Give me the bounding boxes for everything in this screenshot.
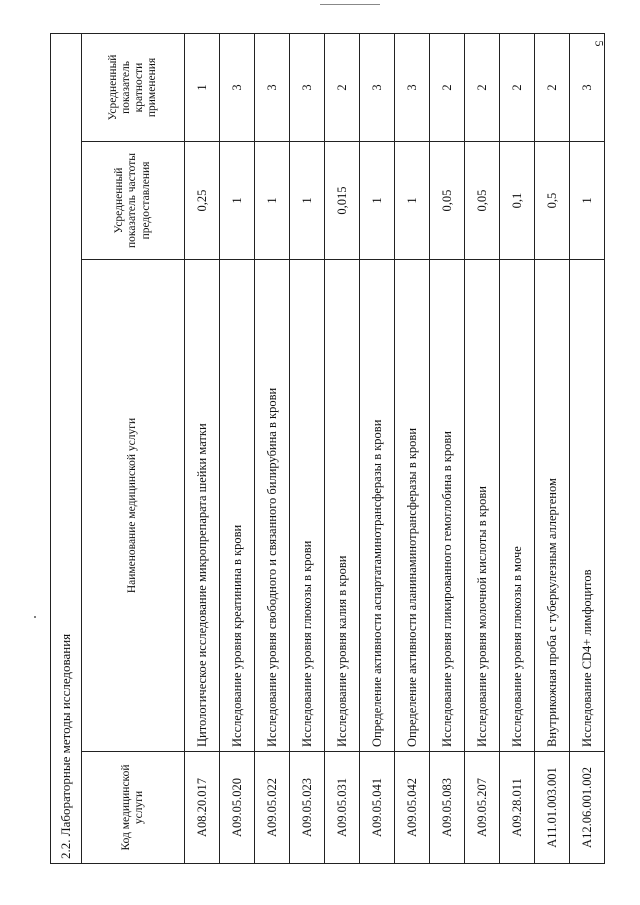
table-row: [220, 33, 255, 863]
cell-multiplicity: 3: [395, 33, 430, 141]
cell-frequency: 1: [570, 142, 605, 260]
cell-multiplicity: 3: [255, 33, 290, 141]
table-row: [395, 33, 430, 863]
table-row: [500, 33, 535, 863]
cell-frequency: 0,5: [535, 142, 570, 260]
section-title-row: [51, 33, 82, 863]
table-row: [185, 33, 220, 863]
cell-code: A09.05.031: [325, 752, 360, 864]
header-multiplicity: Усредненный показатель кратности применения: [82, 33, 185, 141]
cell-multiplicity: 2: [535, 33, 570, 141]
cell-code: A11.01.003.001: [535, 752, 570, 864]
services-table: [50, 33, 605, 864]
cell-name: Исследование уровня гликированного гемоглобина в крови: [430, 260, 465, 752]
table-row: [255, 33, 290, 863]
cell-frequency: 1: [360, 142, 395, 260]
cell-name: Исследование CD4+ лимфоцитов: [570, 260, 605, 752]
cell-name: Определение активности аланинаминотрансферазы в крови: [395, 260, 430, 752]
cell-multiplicity: 2: [325, 33, 360, 141]
header-frequency: Усредненный показатель частоты предоставления: [82, 142, 185, 260]
cell-name: Цитологическое исследование микропрепарата шейки матки: [185, 260, 220, 752]
cell-code: A09.05.020: [220, 752, 255, 864]
cell-frequency: 0,05: [465, 142, 500, 260]
top-scan-line: [320, 4, 380, 5]
cell-code: A09.05.042: [395, 752, 430, 864]
cell-name: Исследование уровня глюкозы в крови: [290, 260, 325, 752]
table-row: [465, 33, 500, 863]
table-body: [185, 33, 605, 863]
cell-name: Внутрикожная проба с туберкулезным аллергеном: [535, 260, 570, 752]
cell-frequency: 0,1: [500, 142, 535, 260]
table-row: [360, 33, 395, 863]
cell-multiplicity: 3: [360, 33, 395, 141]
table-row: [570, 33, 605, 863]
cell-multiplicity: 2: [465, 33, 500, 141]
cell-multiplicity: 1: [185, 33, 220, 141]
cell-multiplicity: 3: [290, 33, 325, 141]
table-row: [430, 33, 465, 863]
rotated-table-wrapper: [50, 34, 594, 864]
cell-frequency: 0,25: [185, 142, 220, 260]
cell-code: A09.28.011: [500, 752, 535, 864]
cell-frequency: 1: [290, 142, 325, 260]
cell-name: Исследование уровня калия в крови: [325, 260, 360, 752]
cell-code: A09.05.023: [290, 752, 325, 864]
cell-code: A09.05.083: [430, 752, 465, 864]
cell-frequency: 0,05: [430, 142, 465, 260]
cell-frequency: 1: [255, 142, 290, 260]
table-row: [325, 33, 360, 863]
cell-code: A09.05.041: [360, 752, 395, 864]
cell-code: A09.05.207: [465, 752, 500, 864]
table-row: [535, 33, 570, 863]
cell-frequency: 0,015: [325, 142, 360, 260]
cell-name: Исследование уровня свободного и связанного билирубина в крови: [255, 260, 290, 752]
cell-code: A09.05.022: [255, 752, 290, 864]
cell-name: Исследование уровня глюкозы в моче: [500, 260, 535, 752]
section-title: 2.2. Лабораторные методы исследования: [51, 33, 82, 863]
cell-name: Определение активности аспартатаминотрансферазы в крови: [360, 260, 395, 752]
page-number: 5: [592, 40, 607, 47]
cell-multiplicity: 3: [570, 33, 605, 141]
cell-multiplicity: 2: [500, 33, 535, 141]
cell-code: A08.20.017: [185, 752, 220, 864]
header-name: Наименование медицинской услуги: [82, 260, 185, 752]
header-code: Код медицинской услуги: [82, 752, 185, 864]
header-row: [82, 33, 185, 863]
table-row: [290, 33, 325, 863]
cell-name: Исследование уровня молочной кислоты в крови: [465, 260, 500, 752]
cell-frequency: 1: [395, 142, 430, 260]
cell-name: Исследование уровня креатинина в крови: [220, 260, 255, 752]
cell-frequency: 1: [220, 142, 255, 260]
document-sheet: [50, 34, 594, 864]
cell-multiplicity: 2: [430, 33, 465, 141]
scan-speck: [34, 616, 36, 618]
cell-code: A12.06.001.002: [570, 752, 605, 864]
cell-multiplicity: 3: [220, 33, 255, 141]
